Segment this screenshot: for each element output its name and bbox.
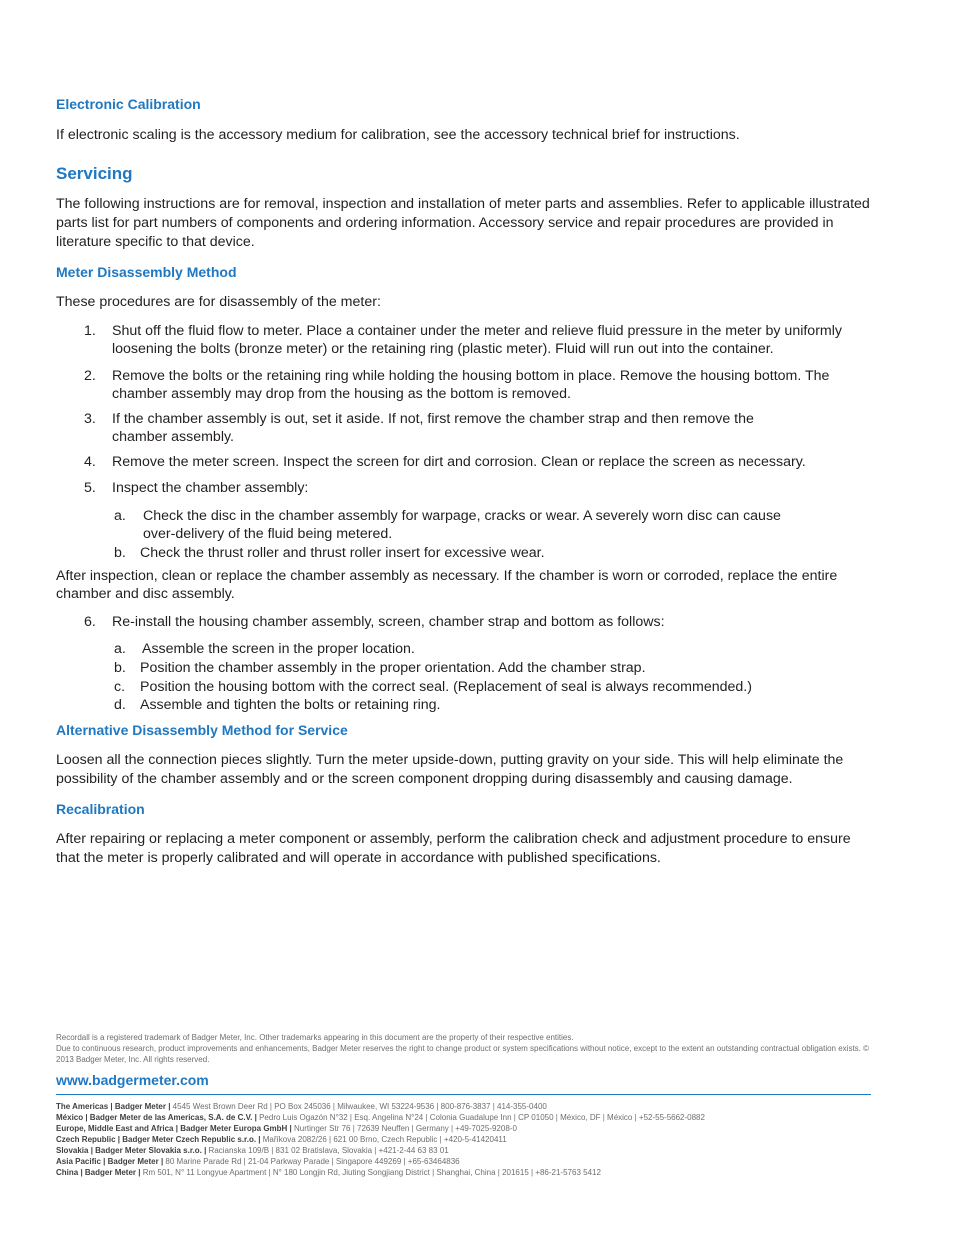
list-item-text: Inspect the chamber assembly:	[112, 480, 309, 496]
office-address: Nurtinger Str 76 | 72639 Neuffen | Germany | +49-7025-9208-0	[291, 1124, 517, 1133]
office-line	[56, 1167, 601, 1178]
list-item-number: 3.	[84, 411, 96, 427]
list-item-text: Re-install the housing chamber assembly, screen, chamber strap and bottom as follows:	[112, 614, 665, 630]
office-address: Pedro Luis Ogazón N°32 | Esq. Angelina N°24 | Colonia Guadalupe Inn | CP 01050 | México, DF | México | +52-55-5662-0882	[256, 1113, 705, 1122]
list-item-number: 2.	[84, 368, 96, 384]
electronic-calibration-text: If electronic scaling is the accessory medium for calibration, see the accessory technical brief for instructions.	[56, 127, 740, 143]
list-item-text: Shut off the fluid flow to meter. Place a container under the meter and relieve fluid pressure in the meter by uniformly loosening the bolts (bronze meter) or the retaining ring (plastic meter). Fluid will run out into the container.	[112, 323, 842, 357]
sub-list-letter: b.	[114, 660, 126, 676]
office-name: México | Badger Meter de las Americas, S.A. de C.V. |	[56, 1113, 257, 1122]
disassembly-intro: These procedures are for disassembly of the meter:	[56, 294, 381, 310]
sub-list-text: Assemble and tighten the bolts or retaining ring.	[140, 697, 441, 713]
list-item-number: 1.	[84, 323, 96, 339]
office-line	[56, 1101, 547, 1112]
disclaimer-notice: Due to continuous research, product improvements and enhancements, Badger Meter reserves the right to change product or system specifications without notice, except to the extent an outstanding contractual obligation exists. © 2013 Badger Meter, Inc. All rights reserved.	[56, 1044, 870, 1064]
office-name: Asia Pacific | Badger Meter |	[56, 1157, 164, 1166]
list-item-text: Remove the bolts or the retaining ring while holding the housing bottom in place. Remove the housing bottom. The chamber assembly may drop from the housing as the bottom is removed.	[112, 368, 830, 402]
office-name: Slovakia | Badger Meter Slovakia s.r.o. |	[56, 1146, 207, 1155]
office-line	[56, 1145, 449, 1156]
list-item-number: 6.	[84, 614, 96, 630]
footer-divider	[56, 1094, 871, 1095]
sub-list-letter: a.	[114, 508, 126, 524]
office-name: Czech Republic | Badger Meter Czech Republic s.r.o. |	[56, 1135, 261, 1144]
list-item-text: If the chamber assembly is out, set it aside. If not, first remove the chamber strap and then remove the chamber assembly.	[112, 411, 754, 445]
alternative-disassembly-text: Loosen all the connection pieces slightly. Turn the meter upside-down, putting gravity on your side. This will help eliminate the possibility of the chamber assembly and or the screen component dropping during disassembly and causing damage.	[56, 752, 844, 787]
office-address: Racianska 109/B | 831 02 Bratislava, Slovakia | +421-2-44 63 83 01	[206, 1146, 449, 1155]
servicing-heading: Servicing	[56, 164, 133, 183]
sub-list-text: Position the housing bottom with the correct seal. (Replacement of seal is always recommended.)	[140, 679, 752, 695]
website-link[interactable]: www.badgermeter.com	[56, 1072, 209, 1088]
office-line	[56, 1134, 507, 1145]
recalibration-heading: Recalibration	[56, 801, 145, 817]
office-line	[56, 1112, 705, 1123]
sub-list-letter: c.	[114, 679, 126, 695]
office-address: 4545 West Brown Deer Rd | PO Box 245036 | Milwaukee, WI 53224-9536 | 800-876-3837 | 414-355-0400	[170, 1102, 547, 1111]
office-line	[56, 1156, 460, 1167]
office-address: Rm 501, N° 11 Longyue Apartment | N° 180 Longjin Rd, Jiuting Songjiang District | Shanghai, China | 201615 | +86-21-5763 5412	[140, 1168, 601, 1177]
office-address: 80 Marine Parade Rd | 21-04 Parkway Parade | Singapore 449269 | +65-63464836	[163, 1157, 460, 1166]
sub-list-letter: d.	[114, 697, 126, 713]
office-line	[56, 1123, 517, 1134]
sub-list-text: Check the thrust roller and thrust roller insert for excessive wear.	[140, 545, 545, 561]
alternative-disassembly-heading: Alternative Disassembly Method for Service	[56, 722, 348, 738]
office-name: Europe, Middle East and Africa | Badger Meter Europa GmbH |	[56, 1124, 292, 1133]
sub-list-letter: b.	[114, 545, 126, 561]
after-inspection-text: After inspection, clean or replace the chamber assembly as necessary. If the chamber is worn or corroded, replace the entire chamber and disc assembly.	[56, 568, 838, 602]
list-item-number: 5.	[84, 480, 96, 496]
list-item-number: 4.	[84, 454, 96, 470]
office-address: Maříkova 2082/26 | 621 00 Brno, Czech Republic | +420-5-41420411	[260, 1135, 507, 1144]
recalibration-text: After repairing or replacing a meter component or assembly, perform the calibration check and adjustment procedure to ensure that the meter is properly calibrated and will operate in accordance with published specifications.	[56, 831, 851, 866]
trademark-notice: Recordall is a registered trademark of Badger Meter, Inc. Other trademarks appearing in this document are the property of their respective entities.	[56, 1033, 574, 1042]
electronic-calibration-heading: Electronic Calibration	[56, 96, 201, 112]
servicing-text: The following instructions are for removal, inspection and installation of meter parts and assemblies. Refer to applicable illustrated parts list for part numbers of components and ordering information. Accessory service and repair procedures are provided in literature specific to that device.	[56, 196, 870, 250]
sub-list-text: Check the disc in the chamber assembly for warpage, cracks or wear. A severely worn disc can cause over-delivery of the fluid being metered.	[143, 508, 781, 542]
office-name: The Americas | Badger Meter |	[56, 1102, 171, 1111]
office-name: China | Badger Meter |	[56, 1168, 141, 1177]
sub-list-letter: a.	[114, 641, 126, 657]
list-item-text: Remove the meter screen. Inspect the screen for dirt and corrosion. Clean or replace the screen as necessary.	[112, 454, 806, 470]
sub-list-text: Assemble the screen in the proper location.	[142, 641, 415, 657]
meter-disassembly-heading: Meter Disassembly Method	[56, 264, 237, 280]
sub-list-text: Position the chamber assembly in the proper orientation. Add the chamber strap.	[140, 660, 646, 676]
